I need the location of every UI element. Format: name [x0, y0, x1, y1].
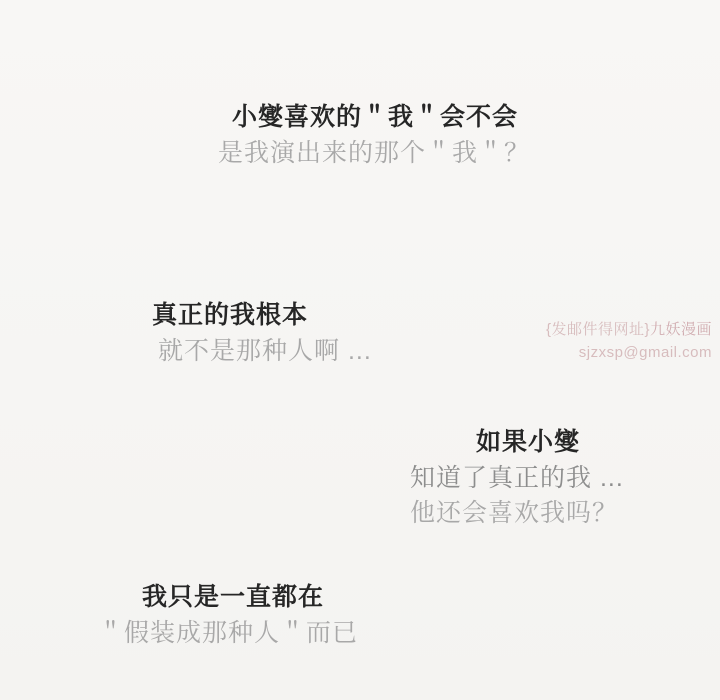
monologue-line: 就不是那种人啊 ... [158, 336, 372, 365]
monologue-block-3 [404, 425, 624, 532]
monologue-line: 是我演出来的那个＂我＂？ [218, 138, 531, 167]
monologue-line: 真正的我根本 [152, 301, 309, 329]
monologue-line: 如果小燮 [476, 428, 581, 456]
monologue-block-2 [152, 298, 372, 369]
monologue-line: 他还会喜欢我吗？ [410, 499, 619, 527]
monologue-line: ＂假装成那种人＂而已 [98, 618, 359, 647]
monologue-line: 我只是一直都在 [142, 583, 325, 611]
watermark [546, 318, 712, 365]
monologue-block-1 [218, 100, 531, 171]
watermark-prefix: {发邮件得网址} [545, 321, 650, 338]
watermark-line-2: sjzxsp@gmail.com [578, 344, 712, 362]
monologue-block-4 [98, 580, 358, 651]
watermark-brand: 九妖漫画 [649, 321, 712, 338]
monologue-line: 小燮喜欢的＂我＂会不会 [232, 103, 519, 131]
monologue-line: 知道了真正的我 ... [410, 463, 624, 492]
watermark-line-1 [546, 318, 712, 341]
